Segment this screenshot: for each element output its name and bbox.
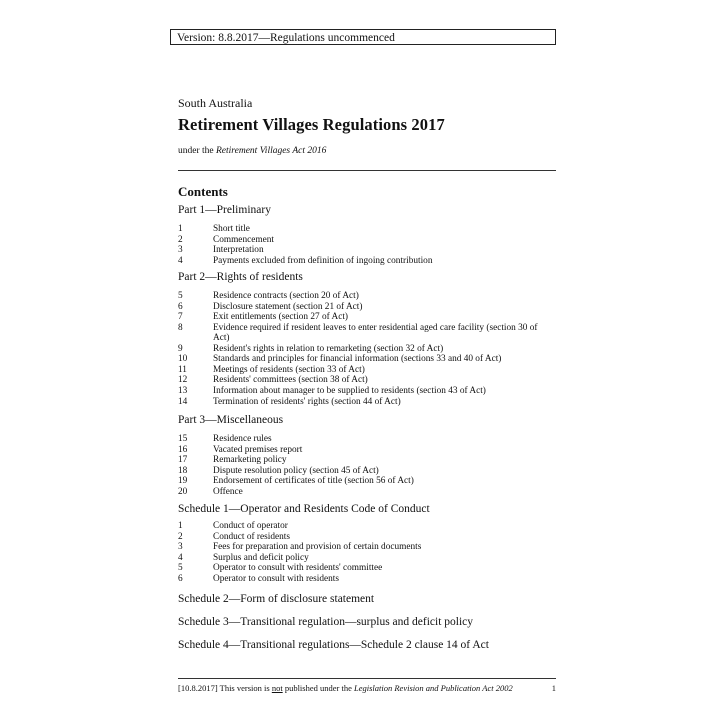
toc-entry-title: Dispute resolution policy (section 45 of Act) [213, 465, 379, 476]
toc-entry-number: 9 [178, 343, 183, 354]
toc-entry-number: 5 [178, 291, 183, 301]
toc-entry-number: 11 [178, 364, 187, 375]
contents-heading: Contents [178, 184, 228, 199]
toc-part-heading[interactable]: Schedule 3—Transitional regulation—surplus and deficit policy [178, 616, 474, 628]
toc-entry-number: 2 [178, 531, 183, 542]
toc-entry-number: 1 [178, 224, 183, 234]
footer-not: not [271, 683, 283, 693]
toc-entry-title: Residence contracts (section 20 of Act) [213, 291, 359, 301]
footer-date: [10.8.2017] This version is [178, 683, 272, 693]
toc-entry-title: Standards and principles for financial information (sections 33 and 40 of Act) [213, 354, 502, 365]
toc-entry-title: Residents' committees (section 38 of Act) [213, 375, 368, 386]
toc-entry-title: Commencement [213, 234, 274, 245]
toc-entry-title: Information about manager to be supplied to residents (section 43 of Act) [213, 385, 486, 396]
toc-entry-title: Endorsement of certificates of title (section 56 of Act) [213, 476, 414, 487]
toc-entry-title: Residence rules [213, 434, 272, 444]
toc-entry-number: 12 [178, 375, 188, 386]
toc-entry-title: Termination of residents' rights (section 44 of Act) [213, 396, 401, 407]
under-prefix: under the [178, 146, 216, 156]
toc-entry-continuation-text: Act) [213, 333, 230, 344]
toc-entry-title: Operator to consult with residents' committee [213, 563, 383, 574]
toc-entry-number: 8 [178, 322, 183, 333]
page-footer [178, 683, 556, 693]
enabling-act-name: Retirement Villages Act 2016 [216, 146, 327, 156]
toc-entry-number: 3 [178, 245, 183, 256]
footer-mid: published under the [282, 683, 354, 693]
toc-entry-title: Vacated premises report [213, 444, 303, 455]
toc-entry-number: 10 [178, 354, 188, 365]
toc-entry-title: Conduct of residents [213, 531, 290, 542]
jurisdiction: South Australia [178, 96, 253, 110]
toc-entry-number: 17 [178, 455, 188, 466]
toc-entry-number: 14 [178, 396, 188, 407]
header-rule [178, 170, 556, 171]
toc-entry-number: 5 [178, 563, 183, 574]
toc-entry-title: Resident's rights in relation to remarketing (section 32 of Act) [213, 343, 444, 354]
toc-entry-title: Interpretation [213, 245, 264, 256]
toc-part-heading[interactable]: Part 2—Rights of residents [178, 271, 303, 283]
toc-entry-number: 6 [178, 301, 183, 312]
toc-entry-title: Offence [213, 486, 243, 497]
toc-entry-title: Meetings of residents (section 33 of Act) [213, 364, 365, 375]
footer-act: Legislation Revision and Publication Act 2002 [353, 683, 513, 693]
toc-entry-title: Remarketing policy [213, 455, 287, 466]
toc-entry-title: Surplus and deficit policy [213, 552, 309, 563]
toc-entry-number: 13 [178, 385, 188, 396]
toc-part-heading[interactable]: Schedule 2—Form of disclosure statement [178, 593, 375, 605]
toc-entry-title: Operator to consult with residents [213, 573, 339, 584]
toc-entry-number: 1 [178, 521, 183, 531]
enabling-act-line [178, 146, 326, 156]
version-banner [170, 29, 556, 45]
toc-entry-title: Conduct of operator [213, 521, 288, 531]
toc-entry-title: Fees for preparation and provision of certain documents [213, 542, 422, 553]
toc-entry-number: 16 [178, 444, 188, 455]
toc-entry-number: 6 [178, 573, 183, 584]
toc-entry-number: 4 [178, 255, 183, 266]
toc-entry-number: 18 [178, 465, 188, 476]
toc-entry-number: 2 [178, 234, 183, 245]
toc-part-heading[interactable]: Part 1—Preliminary [178, 204, 271, 216]
toc-entry-title: Disclosure statement (section 21 of Act) [213, 301, 363, 312]
toc-part-heading[interactable]: Schedule 4—Transitional regulations—Schedule 2 clause 14 of Act [178, 639, 489, 651]
page-number: 1 [551, 683, 556, 693]
toc-entry-number: 7 [178, 312, 183, 323]
document-title: Retirement Villages Regulations 2017 [178, 115, 445, 134]
toc-entry-title: Short title [213, 224, 250, 234]
toc-entry-number: 15 [178, 434, 188, 444]
toc-entry-number: 20 [178, 486, 188, 497]
toc-part-heading[interactable]: Part 3—Miscellaneous [178, 414, 284, 426]
toc-entry-number: 4 [178, 552, 183, 563]
footer-rule [178, 678, 556, 679]
toc-entry-title: Exit entitlements (section 27 of Act) [213, 312, 349, 323]
toc-entry-number: 3 [178, 542, 183, 553]
toc-entry-title: Evidence required if resident leaves to enter residential aged care facility (section 30 of [213, 322, 538, 333]
toc-part-heading[interactable]: Schedule 1—Operator and Residents Code of Conduct [178, 503, 430, 515]
footer-note [178, 683, 513, 693]
version-label: Version: 8.8.2017—Regulations uncommenced [177, 32, 395, 44]
toc-entry-title: Payments excluded from definition of ingoing contribution [213, 255, 433, 266]
toc-entry-number: 19 [178, 476, 188, 487]
